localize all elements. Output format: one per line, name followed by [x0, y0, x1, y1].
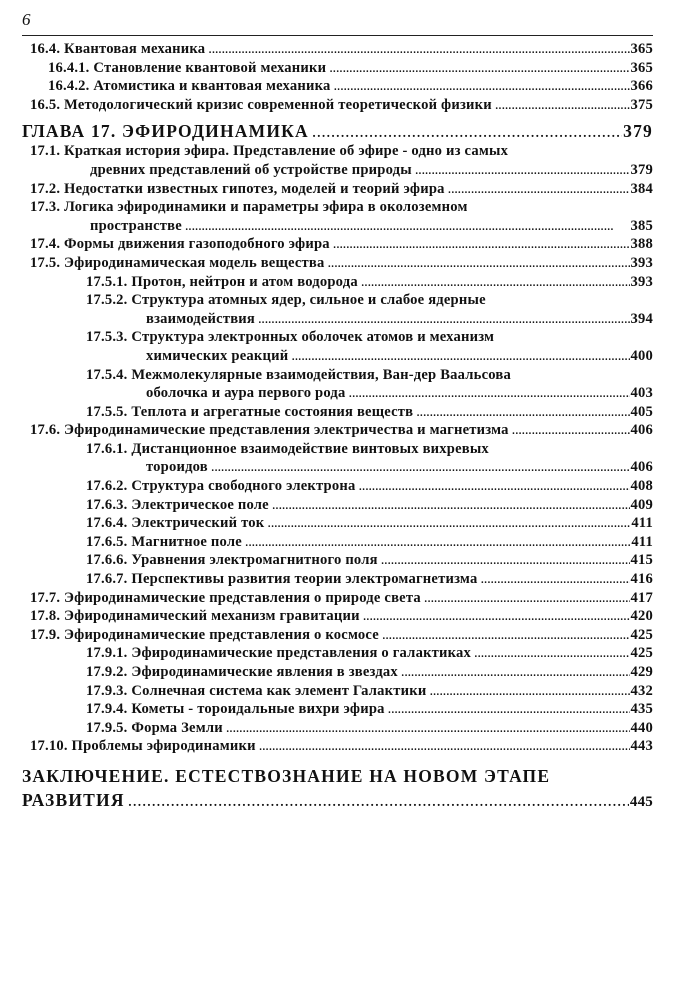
leader-dots [245, 533, 630, 552]
toc-entry-number: 17.5.2. [86, 292, 128, 309]
toc-entry [30, 142, 653, 179]
toc-entry-title [30, 96, 492, 115]
toc-entry-text: Перспективы развития теории электромагнетизма [131, 571, 478, 588]
toc-entry [86, 663, 653, 682]
toc-entry [48, 59, 653, 78]
toc-entry-page: 379 [623, 121, 653, 142]
toc-entry-line [86, 347, 653, 366]
toc-entry-title [86, 273, 358, 292]
toc-entry [86, 570, 653, 589]
toc-entry-text: древних представлений об устройстве природы [90, 161, 412, 178]
toc-entry-page: 420 [630, 608, 653, 625]
leader-dots [388, 700, 630, 719]
toc-entry-line [22, 764, 653, 788]
toc-entry-title [86, 644, 471, 663]
toc-entry-title-continued [90, 161, 412, 180]
toc-entry-number: 17.6.1. [86, 440, 128, 457]
toc-entry-line [30, 737, 653, 756]
toc-entry-title [86, 663, 398, 682]
leader-dots [259, 737, 630, 756]
toc-entry-text: химических реакций [146, 347, 289, 364]
toc-entry-title [30, 607, 360, 626]
toc-entry [86, 273, 653, 292]
toc-entry-text: Эфиродинамическая модель вещества [64, 254, 325, 271]
toc-entry-number: 17.9.5. [86, 719, 128, 736]
toc-entry-text: Формы движения газоподобного эфира [64, 236, 330, 253]
toc-entry-number: 17.6.5. [86, 533, 128, 550]
leader-dots [211, 458, 630, 477]
leader-dots [333, 77, 629, 96]
toc-entry-line [30, 142, 653, 161]
toc-entry-text: Эфиродинамический механизм гравитации [64, 608, 360, 625]
leader-dots [480, 570, 629, 589]
toc-entry-number: 17.5.3. [86, 329, 128, 346]
toc-entry-line [86, 366, 653, 385]
toc-entry-page: 388 [630, 236, 653, 253]
toc-entry-text: Дистанционное взаимодействие винтовых вихревых [131, 440, 489, 457]
toc-entry [86, 328, 653, 365]
toc-entry [86, 719, 653, 738]
toc-entry-page: 408 [630, 478, 653, 495]
toc-entry-text: Протон, нейтрон и атом водорода [131, 273, 358, 290]
toc-entry-page: 406 [630, 459, 653, 476]
toc-entry-line [86, 514, 653, 533]
leader-dots [361, 273, 630, 292]
toc-entry-text: Краткая история эфира. Представление об эфире - одно из самых [64, 143, 509, 160]
toc-entry-title [30, 737, 256, 756]
page-number: 6 [22, 10, 31, 29]
leader-dots [258, 310, 630, 329]
toc-entry-title [86, 291, 486, 310]
toc-entry-text: Проблемы эфиродинамики [71, 738, 256, 755]
toc-entry [30, 198, 653, 235]
table-of-contents [0, 40, 683, 812]
toc-entry [30, 421, 653, 440]
toc-entry-line [86, 440, 653, 459]
toc-entry [30, 40, 653, 59]
toc-entry-line [86, 682, 653, 701]
toc-entry-page: 366 [630, 78, 653, 95]
toc-entry [86, 291, 653, 328]
toc-entry-text: Структура электронных оболочек атомов и механизм [131, 329, 495, 346]
toc-entry-title [86, 570, 477, 589]
header-rule [22, 35, 653, 36]
toc-entry [30, 180, 653, 199]
toc-entry-title [86, 700, 385, 719]
toc-entry-title [86, 477, 355, 496]
toc-entry-title-continued [146, 458, 208, 477]
toc-entry-line [86, 644, 653, 663]
leader-dots [381, 551, 630, 570]
toc-entry-text: Магнитное поле [131, 533, 242, 550]
toc-entry-line [48, 59, 653, 78]
toc-entry-title [30, 421, 509, 440]
toc-entry-text: Эфиродинамические представления о природе света [64, 589, 421, 606]
toc-entry-title [86, 533, 242, 552]
toc-entry-title [22, 120, 309, 142]
toc-entry [86, 700, 653, 719]
toc-entry-line [22, 120, 653, 142]
toc-entry-number: 17.6.6. [86, 552, 128, 569]
toc-entry-number: 17.3. [30, 199, 61, 216]
toc-entry-number: 17.6.4. [86, 515, 128, 532]
toc-entry-text: Форма Земли [131, 719, 223, 736]
toc-entry-number: 16.4. [30, 41, 61, 57]
toc-entry-text: ЭФИРОДИНАМИКА [122, 121, 309, 142]
toc-entry-number: 17.5. [30, 254, 61, 271]
leader-dots [474, 644, 629, 663]
toc-entry-text: Атомистика и квантовая механика [93, 78, 331, 95]
toc-entry-page: 365 [630, 41, 653, 57]
toc-entry-number: 17.10. [30, 738, 68, 755]
toc-entry-page: 425 [630, 645, 653, 662]
toc-entry-page: 443 [630, 738, 653, 755]
toc-entry [30, 737, 653, 756]
toc-entry-number: 16.4.1. [48, 59, 90, 76]
toc-entry-number: 17.9.2. [86, 664, 128, 680]
toc-entry-line [30, 254, 653, 273]
toc-entry-title [86, 719, 223, 738]
toc-entry-line [30, 626, 653, 645]
toc-entry-line [86, 273, 653, 292]
toc-entry-page: 384 [630, 180, 653, 197]
toc-entry-page: 415 [630, 552, 653, 569]
toc-entry-page: 406 [630, 422, 653, 439]
toc-entry-title [48, 77, 330, 96]
toc-entry-title [30, 235, 330, 254]
toc-entry-title [30, 40, 205, 59]
toc-entry-text: Уравнения электромагнитного поля [131, 552, 378, 569]
toc-entry-page: 379 [630, 161, 653, 178]
leader-dots [512, 421, 630, 440]
toc-entry-line [86, 458, 653, 477]
leader-dots [327, 254, 629, 273]
toc-entry [86, 477, 653, 496]
toc-entry-page: 400 [630, 347, 653, 364]
toc-entry-text: Электрическое поле [131, 496, 269, 513]
toc-entry-line [86, 477, 653, 496]
toc-entry-line [86, 384, 653, 403]
leader-dots [495, 96, 630, 115]
toc-entry-title [30, 180, 445, 199]
toc-entry-page: 393 [630, 273, 653, 290]
toc-entry-line [30, 589, 653, 608]
leader-dots [185, 217, 630, 236]
toc-entry-text: Солнечная система как элемент Галактики [131, 682, 427, 699]
toc-entry-number: 17.5.5. [86, 403, 128, 420]
toc-entry-line [86, 533, 653, 552]
toc-entry-text: Электрический ток [131, 515, 265, 532]
leader-dots [272, 496, 630, 515]
toc-entry-page: 405 [630, 403, 653, 420]
toc-entry-page: 440 [630, 719, 653, 736]
toc-entry-page: 365 [630, 59, 653, 76]
toc-entry-title [30, 254, 324, 273]
toc-entry-line [86, 310, 653, 329]
toc-entry-line [30, 421, 653, 440]
toc-entry-line [86, 700, 653, 719]
leader-dots [329, 59, 629, 78]
leader-dots [363, 607, 630, 626]
toc-entry-page: 411 [631, 515, 653, 532]
toc-entry-number: 17.6.2. [86, 478, 128, 495]
toc-entry-line [30, 198, 653, 217]
toc-entry-text: ЗАКЛЮЧЕНИЕ. ЕСТЕСТВОЗНАНИЕ НА НОВОМ ЭТАПЕ [22, 765, 551, 786]
toc-entry [86, 496, 653, 515]
toc-entry-line [30, 40, 653, 59]
toc-entry-page: 385 [630, 217, 653, 234]
toc-entry-text: Кометы - тороидальные вихри эфира [131, 701, 385, 718]
toc-entry-line [30, 96, 653, 115]
toc-entry [30, 607, 653, 626]
toc-entry [86, 366, 653, 403]
toc-entry-text: Эфиродинамические явления в звездах [131, 664, 398, 680]
toc-entry-page: 416 [630, 571, 653, 588]
toc-entry-line [86, 496, 653, 515]
toc-entry-page: 445 [629, 793, 653, 810]
toc-entry-number: 17.5.1. [86, 273, 128, 290]
toc-entry-text: Логика эфиродинамики и параметры эфира в околоземном [64, 199, 468, 216]
toc-entry-title [30, 142, 508, 161]
toc-entry [48, 77, 653, 96]
toc-entry-number: 17.9.1. [86, 645, 128, 662]
leader-dots [382, 626, 630, 645]
leader-dots [291, 347, 629, 366]
toc-entry [86, 551, 653, 570]
toc-entry-line [86, 663, 653, 682]
leader-dots [415, 161, 630, 180]
toc-entry-text: РАЗВИТИЯ [22, 789, 125, 810]
toc-entry-line [30, 161, 653, 180]
toc-entry-title [86, 366, 511, 385]
toc-entry-text: Квантовая механика [64, 41, 206, 57]
toc-entry [22, 120, 653, 142]
toc-entry-page: 417 [630, 589, 653, 606]
toc-entry-number: 17.9.4. [86, 701, 128, 718]
toc-entry-number: 17.8. [30, 608, 61, 625]
leader-dots [401, 663, 630, 682]
toc-entry-line [48, 77, 653, 96]
leader-dots [208, 40, 629, 59]
leader-dots [333, 235, 630, 254]
toc-entry-line [86, 719, 653, 738]
leader-dots [429, 682, 629, 701]
toc-entry [30, 235, 653, 254]
toc-entry-page: 432 [630, 682, 653, 699]
toc-entry-text: оболочка и аура первого рода [146, 385, 346, 402]
toc-entry-line [30, 607, 653, 626]
toc-entry-line [30, 217, 653, 236]
toc-entry-text: Эфиродинамические представления электричества и магнетизма [64, 422, 509, 439]
toc-entry [30, 626, 653, 645]
leader-dots [349, 384, 630, 403]
toc-entry-line [86, 291, 653, 310]
toc-entry-number: 17.7. [30, 589, 61, 606]
toc-entry-page: 394 [630, 310, 653, 327]
toc-entry-text: Эфиродинамические представления о космосе [64, 626, 379, 643]
toc-entry-page: 429 [630, 664, 653, 680]
toc-entry-text: тороидов [146, 459, 208, 476]
toc-entry-title [86, 403, 413, 422]
toc-entry-line [86, 570, 653, 589]
toc-entry-number: 17.2. [30, 180, 61, 197]
toc-entry-title-continued [146, 310, 255, 329]
toc-entry-title [22, 764, 550, 788]
toc-entry [86, 682, 653, 701]
toc-entry-title [86, 682, 426, 701]
toc-entry-text: Методологический кризис современной теоретической физики [64, 96, 492, 113]
toc-entry-number: 16.5. [30, 96, 61, 113]
toc-entry-line [86, 551, 653, 570]
toc-entry-number: 17.1. [30, 143, 61, 160]
toc-entry [86, 403, 653, 422]
leader-dots [312, 120, 622, 142]
toc-entry-page: 435 [630, 701, 653, 718]
leader-dots [358, 477, 629, 496]
toc-entry [86, 644, 653, 663]
toc-entry-title [30, 198, 468, 217]
toc-entry-number: 17.9. [30, 626, 61, 643]
leader-dots [448, 180, 630, 199]
toc-entry-line [22, 788, 653, 812]
toc-entry-title [48, 59, 326, 78]
toc-entry-text: Структура атомных ядер, сильное и слабое ядерные [131, 292, 486, 309]
toc-entry-line [30, 180, 653, 199]
toc-entry-page: 411 [631, 533, 653, 550]
toc-entry-number: 17.6. [30, 422, 61, 439]
toc-entry-title [30, 626, 379, 645]
toc-entry-text: пространстве [90, 217, 182, 234]
toc-entry [22, 764, 653, 812]
toc-entry-line [86, 328, 653, 347]
toc-entry-title [86, 496, 269, 515]
toc-entry-text: Межмолекулярные взаимодействия, Ван-дер Ваальсова [131, 366, 511, 383]
toc-entry-number: 17.4. [30, 236, 61, 253]
toc-entry-number: 16.4.2. [48, 78, 90, 95]
toc-entry-line [86, 403, 653, 422]
toc-entry-title [30, 589, 421, 608]
leader-dots [267, 514, 630, 533]
toc-entry-page: 403 [630, 385, 653, 402]
toc-entry-text: Становление квантовой механики [93, 59, 327, 76]
leader-dots [226, 719, 630, 738]
toc-entry-number: 17.6.7. [86, 571, 128, 588]
toc-entry-number: 17.9.3. [86, 682, 128, 699]
toc-entry-page: 393 [630, 254, 653, 271]
toc-entry-title-continued [22, 788, 125, 812]
toc-entry-page: 409 [630, 496, 653, 513]
toc-entry-text: Эфиродинамические представления о галактиках [131, 645, 472, 662]
toc-entry-text: Структура свободного электрона [131, 478, 356, 495]
toc-entry [30, 96, 653, 115]
toc-entry-text: Теплота и агрегатные состояния веществ [131, 403, 414, 420]
leader-dots [416, 403, 629, 422]
toc-entry [30, 589, 653, 608]
toc-entry-title-continued [146, 347, 288, 366]
toc-entry [86, 440, 653, 477]
toc-entry-title [86, 328, 494, 347]
toc-entry-number: 17.5.4. [86, 366, 128, 383]
toc-entry [30, 254, 653, 273]
toc-entry-title [86, 551, 378, 570]
toc-entry-number: 17.6.3. [86, 496, 128, 513]
toc-entry-title-continued [146, 384, 346, 403]
leader-dots [128, 788, 629, 812]
leader-dots [424, 589, 630, 608]
toc-entry-number: ГЛАВА 17. [22, 121, 117, 142]
toc-entry-page: 375 [630, 96, 653, 113]
toc-entry-page: 425 [630, 626, 653, 643]
toc-entry [86, 514, 653, 533]
toc-entry-line [30, 235, 653, 254]
toc-entry-title [86, 440, 489, 459]
toc-entry-title-continued [90, 217, 182, 236]
toc-entry-text: взаимодействия [146, 310, 255, 327]
toc-entry-title [86, 514, 264, 533]
toc-entry [86, 533, 653, 552]
toc-entry-text: Недостатки известных гипотез, моделей и теорий эфира [64, 180, 445, 197]
